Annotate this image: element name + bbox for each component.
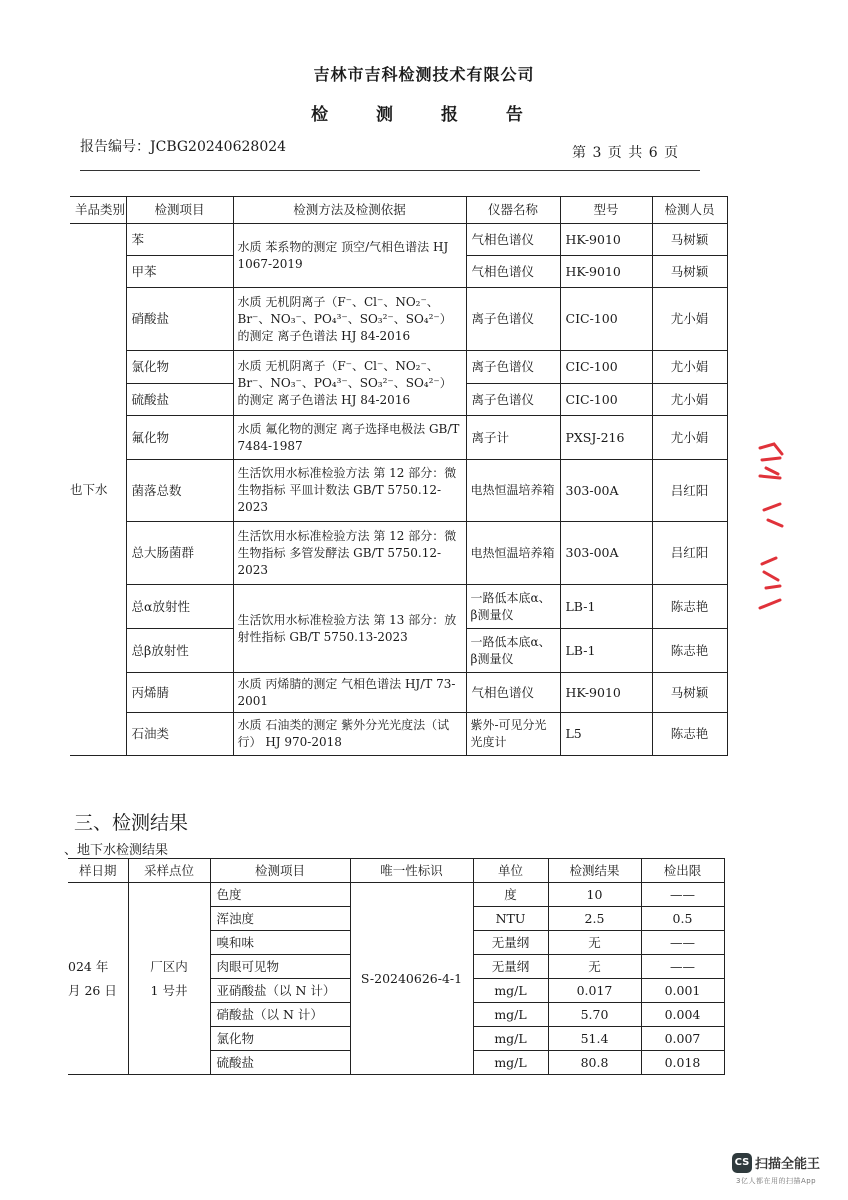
table-row <box>70 585 727 629</box>
model-cell: PXSJ-216 <box>560 416 652 460</box>
header-result: 检测结果 <box>548 859 641 883</box>
header-id: 唯一性标识 <box>350 859 473 883</box>
seal-stroke <box>762 558 778 580</box>
result-cell: 0.017 <box>548 979 641 1003</box>
methods-table <box>70 196 728 756</box>
seal-stroke <box>764 504 782 526</box>
instrument-cell: 电热恒温培养箱 <box>466 460 560 522</box>
method-cell: 水质 丙烯腈的测定 气相色谱法 HJ/T 73-2001 <box>233 673 466 713</box>
instrument-cell: 紫外-可见分光光度计 <box>466 713 560 756</box>
item-cell: 色度 <box>210 883 350 907</box>
model-cell: CIC-100 <box>560 288 652 351</box>
person-cell: 吕红阳 <box>652 522 727 585</box>
item-cell: 浑浊度 <box>210 907 350 931</box>
person-cell: 陈志艳 <box>652 629 727 673</box>
sample-site-line2: 1 号井 <box>150 982 188 998</box>
header-site: 采样点位 <box>128 859 210 883</box>
method-cell: 生活饮用水标准检验方法 第 13 部分：放射性指标 GB/T 5750.13-2023 <box>233 585 466 673</box>
unit-cell: 无量纲 <box>473 931 548 955</box>
method-cell: 水质 苯系物的测定 顶空/气相色谱法 HJ 1067-2019 <box>233 224 466 288</box>
sample-site-cell <box>128 883 210 1075</box>
instrument-cell: 离子计 <box>466 416 560 460</box>
company-name: 吉林市吉科检测技术有限公司 <box>313 65 535 84</box>
red-seal-fragment <box>754 440 788 620</box>
unit-cell: 无量纲 <box>473 955 548 979</box>
instrument-cell: 气相色谱仪 <box>466 224 560 256</box>
instrument-cell: 离子色谱仪 <box>466 288 560 351</box>
limit-cell: 0.001 <box>641 979 724 1003</box>
model-cell: 303-00A <box>560 460 652 522</box>
model-cell: HK-9010 <box>560 673 652 713</box>
seal-stroke <box>760 476 780 478</box>
result-cell: 80.8 <box>548 1051 641 1075</box>
header-instrument: 仪器名称 <box>466 197 560 224</box>
method-cell: 水质 石油类的测定 紫外分光光度法（试行） HJ 970-2018 <box>233 713 466 756</box>
report-number: 报告编号：JCBG20240628024 <box>80 139 287 155</box>
table-row <box>70 713 727 756</box>
instrument-cell: 一路低本底α、β测量仪 <box>466 585 560 629</box>
item-cell: 氟化物 <box>126 416 233 460</box>
table-row <box>70 288 727 351</box>
unit-cell: mg/L <box>473 1027 548 1051</box>
item-cell: 总β放射性 <box>126 629 233 673</box>
item-cell: 硝酸盐（以 N 计） <box>210 1003 350 1027</box>
item-cell: 总α放射性 <box>126 585 233 629</box>
watermark-name: 扫描全能王 <box>755 1157 821 1172</box>
person-cell: 尤小娟 <box>652 416 727 460</box>
item-cell: 硫酸盐 <box>126 384 233 416</box>
result-cell: 2.5 <box>548 907 641 931</box>
item-cell: 甲苯 <box>126 256 233 288</box>
instrument-cell: 电热恒温培养箱 <box>466 522 560 585</box>
item-cell: 亚硝酸盐（以 N 计） <box>210 979 350 1003</box>
limit-cell: 0.018 <box>641 1051 724 1075</box>
limit-cell: 0.5 <box>641 907 724 931</box>
model-cell: L5 <box>560 713 652 756</box>
item-cell: 苯 <box>126 224 233 256</box>
method-cell: 生活饮用水标准检验方法 第 12 部分：微生物指标 多管发酵法 GB/T 5750.12-2023 <box>233 522 466 585</box>
item-cell: 嗅和味 <box>210 931 350 955</box>
model-cell: CIC-100 <box>560 384 652 416</box>
sample-date-line1: 024 年 <box>68 958 109 974</box>
person-cell: 尤小娟 <box>652 384 727 416</box>
person-cell: 陈志艳 <box>652 713 727 756</box>
camscanner-logo-icon: CS <box>732 1153 752 1173</box>
limit-cell: 0.007 <box>641 1027 724 1051</box>
item-cell: 丙烯腈 <box>126 673 233 713</box>
model-cell: CIC-100 <box>560 351 652 384</box>
header-item: 检测项目 <box>210 859 350 883</box>
methods-header-row <box>70 197 727 224</box>
watermark-tagline: 3亿人都在用的扫描App <box>736 1177 817 1185</box>
person-cell: 陈志艳 <box>652 585 727 629</box>
person-cell: 尤小娟 <box>652 288 727 351</box>
header-unit: 单位 <box>473 859 548 883</box>
table-row <box>70 351 727 384</box>
page-info: 第 3 页 共 6 页 <box>572 145 679 161</box>
header-divider <box>80 170 700 171</box>
table-row <box>70 673 727 713</box>
person-cell: 马树颖 <box>652 224 727 256</box>
header-category: 羊品类别 <box>70 197 126 224</box>
limit-cell: 0.004 <box>641 1003 724 1027</box>
limit-cell: —— <box>641 883 724 907</box>
sample-id-cell: S-20240626-4-1 <box>350 883 473 1075</box>
item-cell: 氯化物 <box>210 1027 350 1051</box>
seal-stroke <box>766 586 780 588</box>
item-cell: 菌落总数 <box>126 460 233 522</box>
model-cell: 303-00A <box>560 522 652 585</box>
category-cell: 也下水 <box>70 224 126 756</box>
sample-site-line1: 厂区内 <box>150 958 188 974</box>
seal-stroke <box>760 444 782 454</box>
unit-cell: mg/L <box>473 1051 548 1075</box>
item-cell: 硫酸盐 <box>210 1051 350 1075</box>
model-cell: LB-1 <box>560 629 652 673</box>
seal-stroke <box>760 600 780 608</box>
unit-cell: mg/L <box>473 1003 548 1027</box>
header-method: 检测方法及检测依据 <box>233 197 466 224</box>
header-item: 检测项目 <box>126 197 233 224</box>
report-title: 检 测 报 告 <box>311 105 537 125</box>
table-row <box>70 522 727 585</box>
limit-cell: —— <box>641 931 724 955</box>
result-cell: 无 <box>548 931 641 955</box>
person-cell: 马树颖 <box>652 256 727 288</box>
person-cell: 马树颖 <box>652 673 727 713</box>
instrument-cell: 气相色谱仪 <box>466 673 560 713</box>
section-subtitle: 、地下水检测结果 <box>64 843 169 858</box>
results-table <box>68 858 725 1075</box>
unit-cell: mg/L <box>473 979 548 1003</box>
table-row <box>70 460 727 522</box>
header-limit: 检出限 <box>641 859 724 883</box>
method-cell: 生活饮用水标准检验方法 第 12 部分：微生物指标 平皿计数法 GB/T 5750.12-2023 <box>233 460 466 522</box>
sample-date-cell <box>68 883 128 1075</box>
instrument-cell: 离子色谱仪 <box>466 384 560 416</box>
table-row <box>68 883 724 907</box>
unit-cell: 度 <box>473 883 548 907</box>
limit-cell: —— <box>641 955 724 979</box>
person-cell: 吕红阳 <box>652 460 727 522</box>
method-cell: 水质 无机阴离子（F⁻、Cl⁻、NO₂⁻、Br⁻、NO₃⁻、PO₄³⁻、SO₃²⁻、SO₄²⁻）的测定 离子色谱法 HJ 84-2016 <box>233 351 466 416</box>
header-date: 样日期 <box>68 859 128 883</box>
method-cell: 水质 氟化物的测定 离子选择电极法 GB/T 7484-1987 <box>233 416 466 460</box>
model-cell: LB-1 <box>560 585 652 629</box>
seal-stroke <box>762 458 780 474</box>
result-cell: 5.70 <box>548 1003 641 1027</box>
item-cell: 硝酸盐 <box>126 288 233 351</box>
model-cell: HK-9010 <box>560 256 652 288</box>
header-model: 型号 <box>560 197 652 224</box>
item-cell: 氯化物 <box>126 351 233 384</box>
table-row <box>70 224 727 256</box>
unit-cell: NTU <box>473 907 548 931</box>
person-cell: 尤小娟 <box>652 351 727 384</box>
table-row <box>70 416 727 460</box>
result-cell: 无 <box>548 955 641 979</box>
instrument-cell: 离子色谱仪 <box>466 351 560 384</box>
result-cell: 10 <box>548 883 641 907</box>
instrument-cell: 气相色谱仪 <box>466 256 560 288</box>
instrument-cell: 一路低本底α、β测量仪 <box>466 629 560 673</box>
sample-date-line2: 月 26 日 <box>68 982 117 998</box>
header-person: 检测人员 <box>652 197 727 224</box>
method-cell: 水质 无机阴离子（F⁻、Cl⁻、NO₂⁻、Br⁻、NO₃⁻、PO₄³⁻、SO₃²⁻、SO₄²⁻）的测定 离子色谱法 HJ 84-2016 <box>233 288 466 351</box>
scanner-watermark <box>732 1152 821 1185</box>
item-cell: 肉眼可见物 <box>210 955 350 979</box>
item-cell: 石油类 <box>126 713 233 756</box>
section-title: 三、检测结果 <box>74 812 189 834</box>
item-cell: 总大肠菌群 <box>126 522 233 585</box>
result-cell: 51.4 <box>548 1027 641 1051</box>
model-cell: HK-9010 <box>560 224 652 256</box>
results-header-row <box>68 859 724 883</box>
